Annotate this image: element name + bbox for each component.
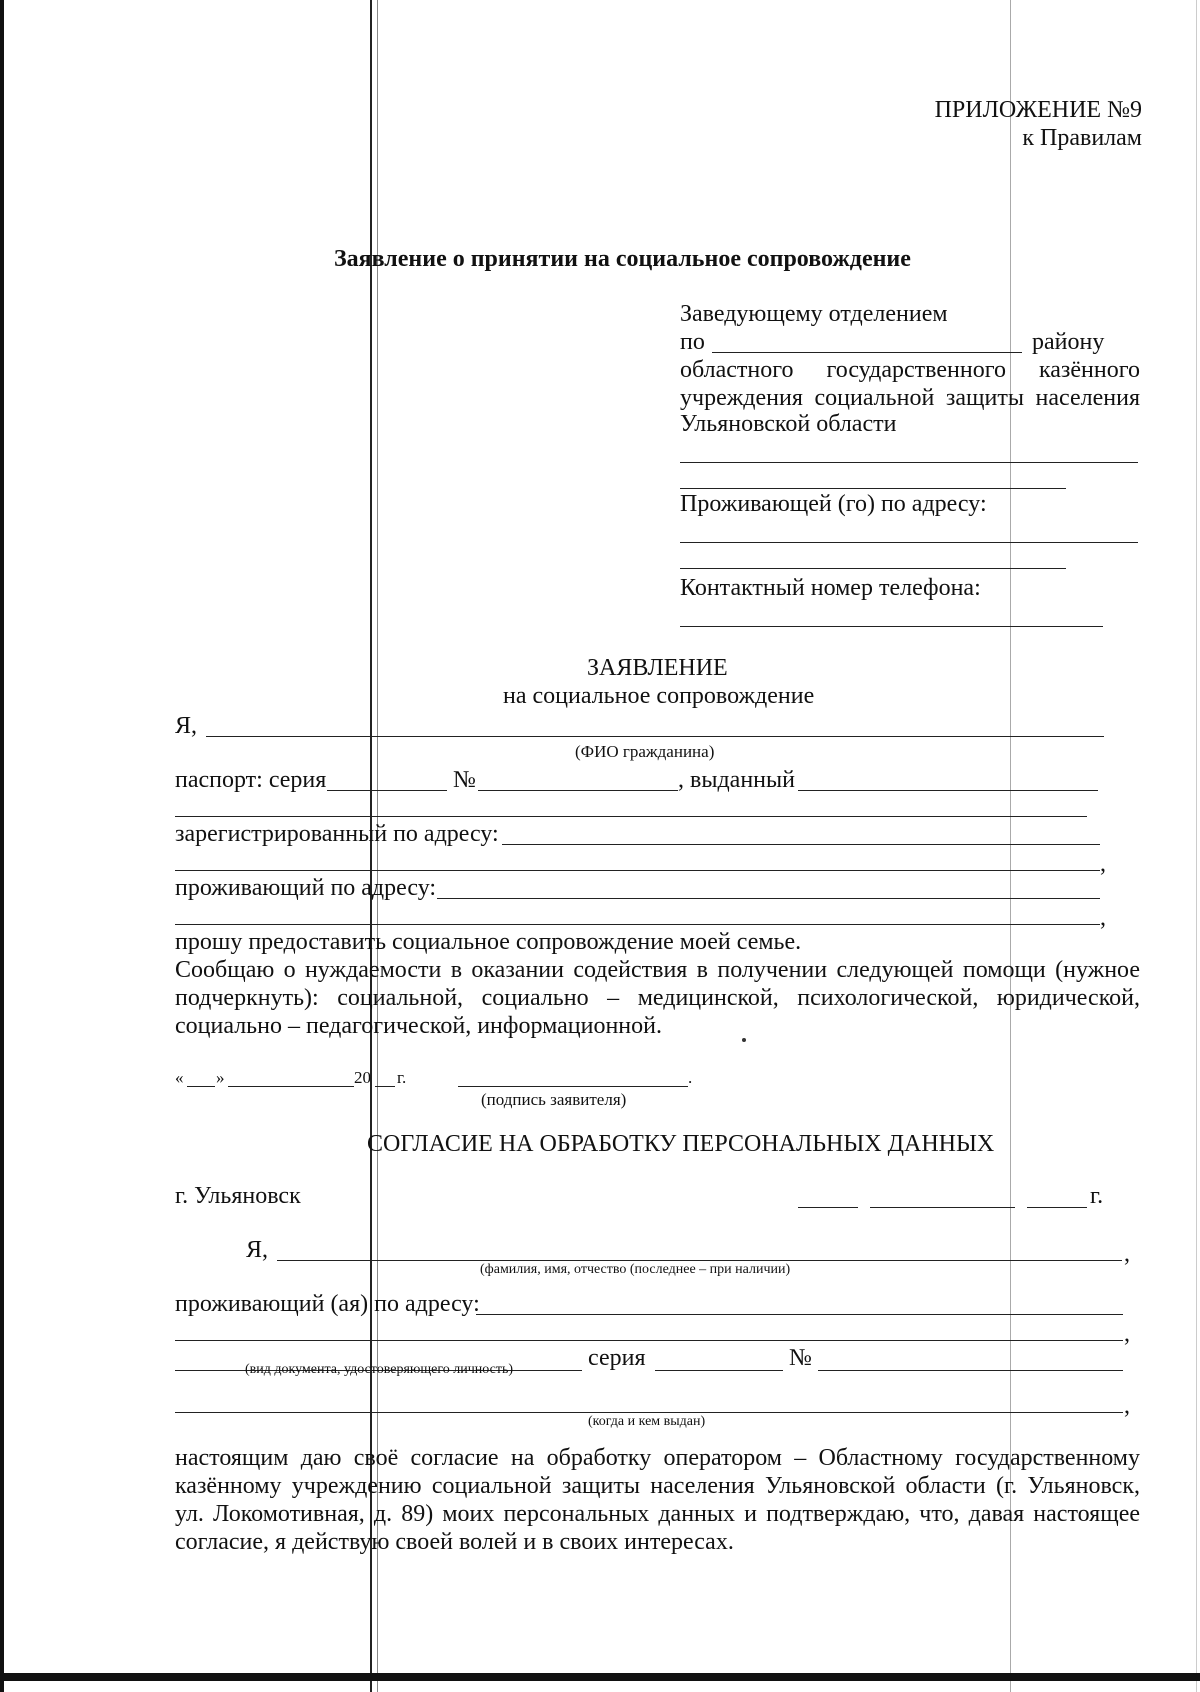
residence-label: Проживающей (го) по адресу: — [680, 491, 987, 517]
consent-living-field-1[interactable] — [476, 1314, 1123, 1315]
org-word-3: казённого — [1038, 357, 1140, 383]
consent-text-line-1: настоящим даю своё согласие на обработку оператором – Областному государственному — [175, 1445, 1140, 1471]
applicant-name-field-1[interactable] — [680, 462, 1138, 463]
application-subheading: на социальное сопровождение — [503, 683, 815, 709]
date-year-suffix: г. — [397, 1068, 407, 1087]
consent-living-label: проживающий (ая) по адресу: — [175, 1291, 480, 1317]
appendix-number: ПРИЛОЖЕНИЕ №9 — [934, 97, 1142, 123]
consent-day-field[interactable] — [798, 1207, 858, 1208]
consent-text-line-4: согласие, я действую своей волей и в своих интересах. — [175, 1529, 734, 1555]
living-field-2[interactable] — [175, 924, 1100, 925]
passport-issued-field[interactable] — [798, 790, 1098, 791]
consent-fio-field[interactable] — [277, 1260, 1122, 1261]
consent-issued-caption: (когда и кем выдан) — [588, 1414, 706, 1429]
date-year-field[interactable] — [375, 1086, 395, 1087]
date-year-prefix: 20 — [354, 1068, 371, 1087]
passport-series-label: паспорт: серия — [175, 767, 327, 793]
scan-speck — [742, 1038, 746, 1042]
ya-label: Я, — [175, 713, 198, 739]
consent-text-line-3: ул. Локомотивная, д. 89) моих персональных данных и подтверждаю, что, давая настоящее — [175, 1501, 1140, 1527]
fio-caption: (ФИО гражданина) — [575, 742, 715, 761]
residence-field-2[interactable] — [680, 568, 1066, 569]
living-comma: , — [1100, 905, 1106, 931]
consent-living-comma: , — [1124, 1321, 1130, 1347]
addressee-line-4: учреждения социальной защиты населения — [680, 385, 1140, 411]
addressee-rayon: району — [1032, 329, 1105, 355]
consent-fio-comma: , — [1124, 1241, 1130, 1267]
applicant-name-field-2[interactable] — [680, 488, 1066, 489]
consent-text-line-2: казённому учреждению социальной защиты населения Ульяновской области (г. Ульяновск, — [175, 1473, 1140, 1499]
scan-bottom-border — [0, 1673, 1200, 1681]
fio-field[interactable] — [206, 736, 1104, 737]
consent-fio-caption: (фамилия, имя, отчество (последнее – при наличии) — [480, 1262, 791, 1277]
passport-issued-field-2[interactable] — [175, 816, 1087, 817]
date-open-quote: « — [175, 1068, 184, 1087]
addressee-line-1: Заведующему отделением — [680, 301, 948, 327]
passport-series-field[interactable] — [327, 790, 447, 791]
registered-field-1[interactable] — [502, 844, 1100, 845]
addressee-po: по — [680, 329, 705, 355]
scan-right-edge — [1196, 0, 1197, 1692]
consent-issued-comma: , — [1124, 1393, 1130, 1419]
consent-series-label: серия — [588, 1345, 646, 1371]
consent-year-suffix: г. — [1090, 1183, 1104, 1209]
request-line: прошу предоставить социальное сопровождение моей семье. — [175, 929, 802, 955]
org-word-2: государственного — [826, 357, 1006, 383]
application-heading: ЗАЯВЛЕНИЕ — [587, 655, 728, 681]
signature-caption: (подпись заявителя) — [481, 1090, 627, 1109]
passport-issued-label: , выданный — [678, 767, 795, 793]
consent-heading: СОГЛАСИЕ НА ОБРАБОТКУ ПЕРСОНАЛЬНЫХ ДАННЫХ — [367, 1131, 995, 1157]
consent-number-field[interactable] — [818, 1370, 1123, 1371]
date-day-field[interactable] — [187, 1086, 215, 1087]
consent-number-sign: № — [789, 1345, 812, 1371]
date-month-field[interactable] — [228, 1086, 354, 1087]
addressee-line-3 — [680, 356, 1140, 384]
need-line-1: Сообщаю о нуждаемости в оказании содействия в получении следующей помощи (нужное — [175, 957, 1140, 983]
passport-number-field[interactable] — [478, 790, 678, 791]
consent-year-field[interactable] — [1027, 1207, 1087, 1208]
appendix-rules: к Правилам — [1022, 125, 1142, 151]
consent-living-field-2[interactable] — [175, 1340, 1123, 1341]
org-word-1: областного — [680, 357, 794, 383]
consent-series-field[interactable] — [655, 1370, 783, 1371]
need-line-2: подчеркнуть): социальной, социально – медицинской, психологической, юридической, — [175, 985, 1140, 1011]
phone-field[interactable] — [680, 626, 1103, 627]
living-field-1[interactable] — [437, 898, 1100, 899]
need-line-3: социально – педагогической, информационной. — [175, 1013, 662, 1039]
consent-city: г. Ульяновск — [175, 1183, 301, 1209]
phone-label: Контактный номер телефона: — [680, 575, 981, 601]
document-title: Заявление о принятии на социальное сопровождение — [334, 246, 911, 272]
consent-issued-field[interactable] — [175, 1412, 1123, 1413]
registered-label: зарегистрированный по адресу: — [175, 821, 499, 847]
residence-field-1[interactable] — [680, 542, 1138, 543]
consent-month-field[interactable] — [870, 1207, 1015, 1208]
scan-column-line — [1010, 0, 1011, 1692]
signature-field[interactable] — [458, 1086, 688, 1087]
passport-number-sign: № — [453, 767, 476, 793]
registered-field-2[interactable] — [175, 870, 1100, 871]
signature-dot: . — [688, 1068, 693, 1087]
date-close-quote: » — [216, 1068, 225, 1087]
district-field[interactable] — [712, 352, 1022, 353]
registered-comma: , — [1100, 851, 1106, 877]
addressee-line-5: Ульяновской области — [680, 411, 897, 437]
scan-left-border — [0, 0, 4, 1692]
consent-ya-label: Я, — [246, 1237, 269, 1263]
consent-doc-caption: (вид документа, удостоверяющего личность) — [245, 1362, 514, 1377]
living-label: проживающий по адресу: — [175, 875, 437, 901]
